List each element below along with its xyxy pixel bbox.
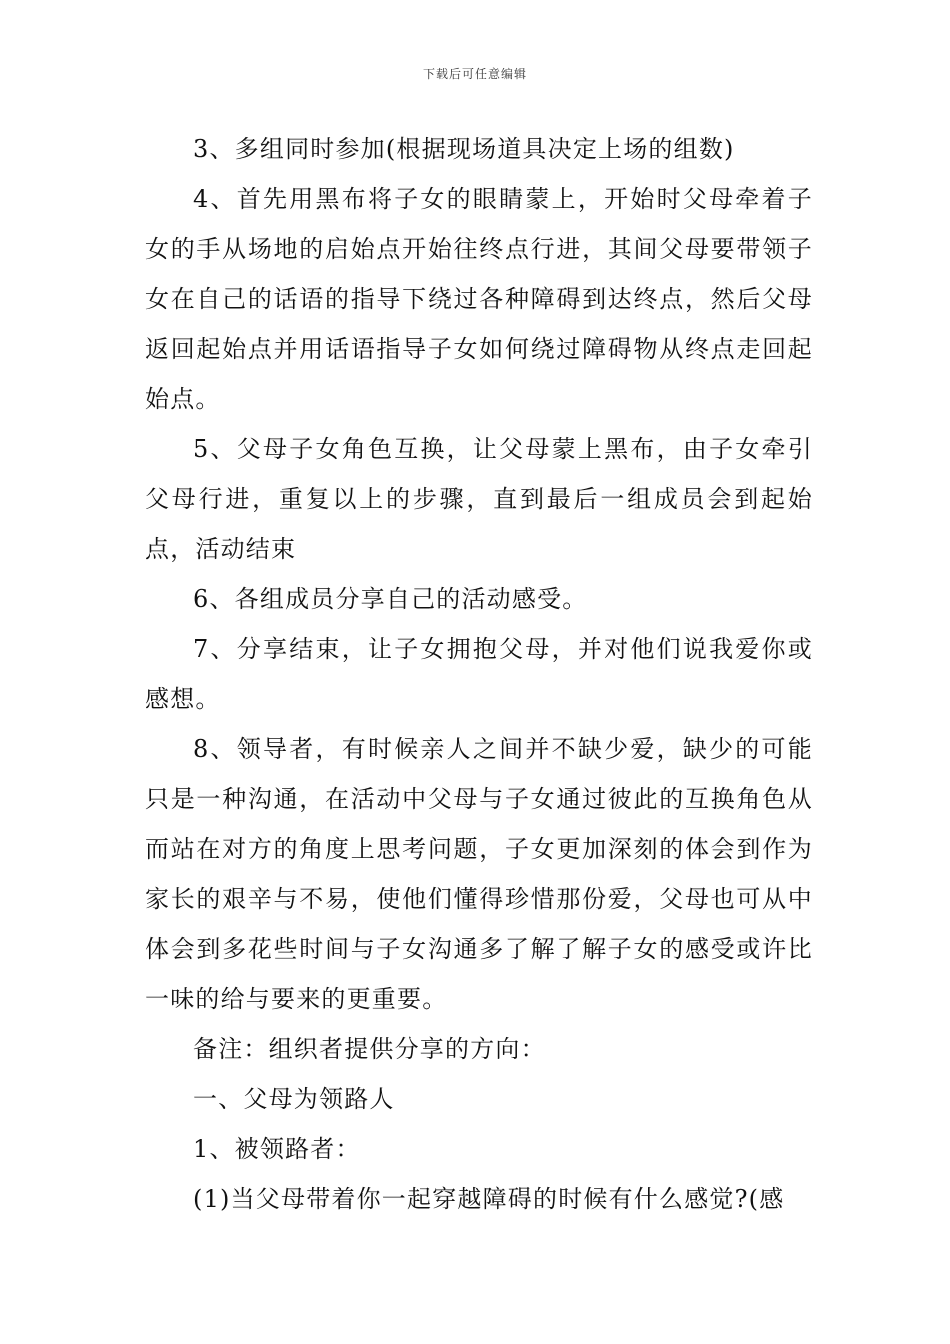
document-body (145, 124, 813, 1224)
section-heading-parent-leader: 一、父母为领路人 (193, 1085, 395, 1113)
paragraph-step-6: 6、各组成员分享自己的活动感受。 (193, 585, 588, 613)
paragraph-note: 备注：组织者提供分享的方向： (193, 1035, 546, 1063)
paragraph-step-8: 8、领导者，有时候亲人之间并不缺少爱，缺少的可能只是一种沟通，在活动中父母与子女通过彼此的互换角色从而站在对方的角度上思考问题，子女更加深刻的体会到作为家长的艰辛与不易，使他们懂得珍惜那份爱，父母也可从中体会到多花些时间与子女沟通多了解了解子女的感受或许比一味的给与要来的更重要。 (145, 735, 813, 1013)
paragraph-step-7: 7、分享结束，让子女拥抱父母，并对他们说我爱你或感想。 (145, 635, 813, 713)
paragraph-step-3: 3、多组同时参加(根据现场道具决定上场的组数) (193, 135, 735, 163)
question-1: (1)当父母带着你一起穿越障碍的时候有什么感觉?(感 (193, 1185, 785, 1213)
paragraph-step-4: 4、首先用黑布将子女的眼睛蒙上，开始时父母牵着子女的手从场地的启始点开始往终点行进，其间父母要带领子女在自己的话语的指导下绕过各种障碍到达终点，然后父母返回起始点并用话语指导子女如何绕过障碍物从终点走回起始点。 (145, 185, 813, 413)
page-header: 下载后可任意编辑 (422, 67, 527, 81)
paragraph-step-5: 5、父母子女角色互换，让父母蒙上黑布，由子女牵引父母行进，重复以上的步骤，直到最后一组成员会到起始点，活动结束 (145, 435, 813, 563)
subheading-led-person: 1、被领路者： (193, 1135, 361, 1163)
